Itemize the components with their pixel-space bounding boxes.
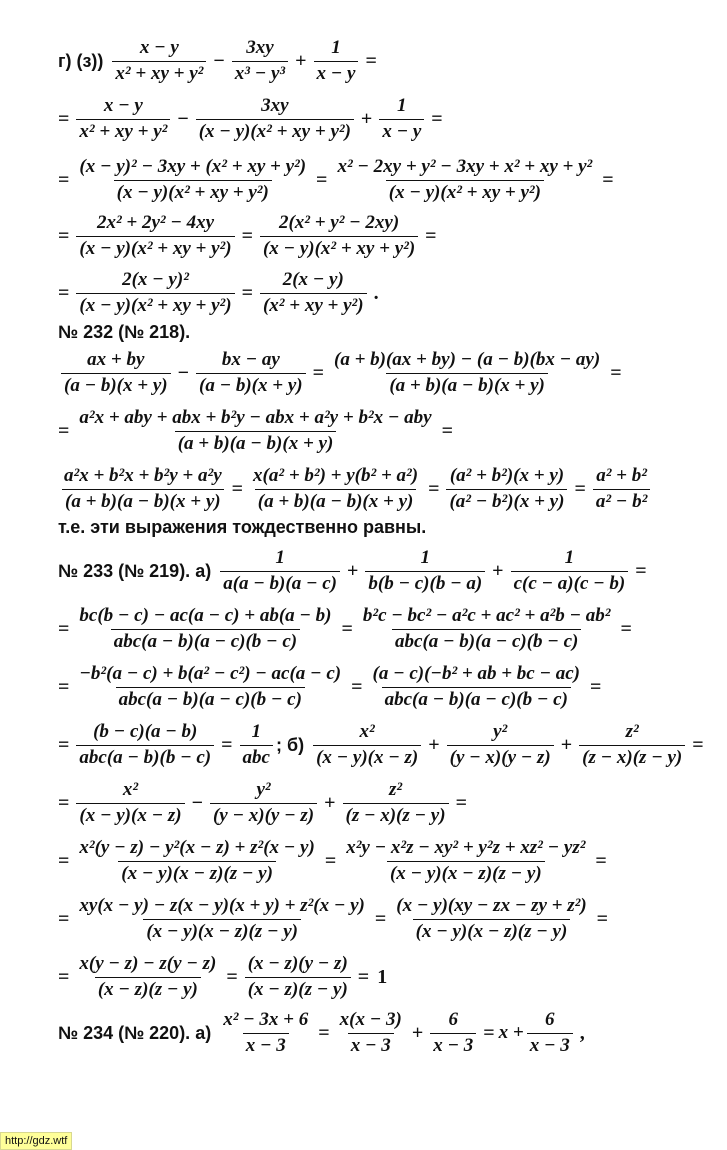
- math-operator: =: [425, 224, 437, 247]
- fraction: [260, 270, 367, 317]
- fraction: [250, 466, 421, 513]
- fraction: [240, 722, 273, 769]
- math-operator: =: [231, 477, 244, 500]
- fraction-numerator: y²: [256, 779, 271, 800]
- math-operator: =: [318, 1021, 330, 1044]
- math-operator: =: [221, 733, 233, 756]
- fraction: [196, 350, 306, 397]
- fraction-denominator: (x − y)(x² + xy + y²): [114, 180, 272, 204]
- math-operator: =: [428, 477, 440, 500]
- fraction: [245, 954, 351, 1001]
- fraction: [76, 780, 184, 827]
- fraction-denominator: x − 3: [430, 1033, 476, 1057]
- math-operator: +: [411, 1021, 424, 1044]
- fraction-numerator: 6: [544, 1009, 555, 1030]
- fraction: [76, 408, 434, 455]
- fraction: [61, 466, 225, 513]
- fraction-denominator: (a + b)(a − b)(x + y): [386, 373, 548, 397]
- math-operator: =: [58, 791, 70, 814]
- fraction-numerator: 1: [397, 95, 407, 116]
- fraction-denominator: (y − x)(y − z): [447, 745, 554, 769]
- math-operator: =: [312, 361, 324, 384]
- fraction: [76, 722, 214, 769]
- math-operator: +: [560, 733, 573, 756]
- fraction-denominator: b(b − c)(b − a): [365, 571, 485, 595]
- fraction-numerator: z²: [388, 779, 403, 800]
- math-operator: +: [324, 791, 336, 814]
- p233-line6: [0, 838, 727, 885]
- fraction: [314, 38, 359, 85]
- fraction-numerator: 1: [275, 547, 285, 568]
- fraction-numerator: bc(b − c) − ac(a − c) + ab(a − b): [79, 605, 332, 626]
- fraction-denominator: (x − y)(x² + xy + y²): [260, 236, 418, 260]
- fraction-numerator: (a + b)(ax + by) − (a − b)(bx − ay): [334, 349, 601, 370]
- math-operator: +: [428, 733, 440, 756]
- p231-line5: [0, 270, 727, 317]
- math-operator: =: [324, 849, 337, 872]
- p232-conclusion: [0, 517, 727, 538]
- fraction-denominator: (x − y)(x² + xy + y²): [386, 180, 544, 204]
- p233-line2: [0, 606, 727, 653]
- fraction-numerator: 2(x − y): [282, 269, 344, 290]
- p232-line1: [0, 350, 727, 397]
- fraction-numerator: x(x − 3): [339, 1009, 402, 1030]
- fraction-denominator: x³ − y³: [232, 61, 288, 85]
- p231-line1: [0, 38, 727, 85]
- fraction: [393, 896, 589, 943]
- fraction-denominator: (x² + xy + y²): [260, 293, 367, 317]
- math-operator: =: [241, 224, 253, 247]
- fraction-denominator: (y − x)(y − z): [210, 803, 317, 827]
- fraction: [313, 722, 421, 769]
- fraction-numerator: 3xy: [246, 37, 274, 58]
- fraction-denominator: abc(a − b)(a − c)(b − c): [116, 687, 305, 711]
- fraction-numerator: z²: [625, 721, 639, 742]
- fraction: [343, 780, 449, 827]
- math-operator: +: [360, 107, 373, 130]
- x-term: x +: [498, 1022, 524, 1044]
- fraction-denominator: (x − z)(z − y): [245, 977, 351, 1001]
- fraction: [370, 664, 584, 711]
- fraction: [511, 548, 629, 595]
- fraction-denominator: (x − y)(x² + xy + y²): [196, 119, 354, 143]
- fraction-denominator: c(c − a)(c − b): [511, 571, 629, 595]
- math-operator: +: [492, 559, 504, 582]
- math-operator: −: [191, 791, 203, 814]
- conclusion-text: т.е. эти выражения тождественно равны.: [58, 517, 427, 537]
- fraction: [76, 954, 219, 1001]
- p233-line8: [0, 954, 727, 1001]
- fraction-denominator: (z − x)(z − y): [343, 803, 449, 827]
- fraction: [260, 213, 418, 260]
- fraction-numerator: x² − 2xy + y² − 3xy + x² + xy + y²: [337, 156, 593, 177]
- fraction-numerator: a² + b²: [596, 465, 647, 486]
- fraction: [61, 350, 171, 397]
- fraction-numerator: 2x² + 2y² − 4xy: [96, 212, 215, 233]
- fraction-denominator: x − y: [379, 119, 424, 143]
- fraction-numerator: (a − c)(−b² + ab + bc − ac): [372, 663, 580, 684]
- math-operator: −: [177, 107, 189, 130]
- fraction-numerator: x(a² + b²) + y(b² + a²): [253, 465, 419, 486]
- fraction-numerator: 2(x² + y² − 2xy): [278, 212, 400, 233]
- fraction-numerator: x² − 3x + 6: [223, 1009, 309, 1030]
- p231-line2: [0, 96, 727, 143]
- math-operator: =: [574, 477, 586, 500]
- fraction-numerator: x²: [359, 721, 375, 742]
- fraction-numerator: (b − c)(a − b): [93, 721, 198, 742]
- fraction: [76, 213, 234, 260]
- fraction-denominator: x − 3: [527, 1033, 573, 1057]
- fraction-denominator: (x − y)(x − z)(z − y): [118, 861, 276, 885]
- math-operator: =: [58, 965, 70, 988]
- fraction-numerator: (a² + b²)(x + y): [449, 465, 565, 486]
- p231-line4: [0, 213, 727, 260]
- fraction: [334, 157, 595, 204]
- fraction-denominator: abc(a − b)(a − c)(b − c): [382, 687, 571, 711]
- p234-label: № 234 (№ 220). а): [58, 1022, 212, 1043]
- fraction: [579, 722, 685, 769]
- fraction: [76, 157, 309, 204]
- fraction-denominator: (z − x)(z − y): [579, 745, 685, 769]
- math-operator: =: [58, 907, 70, 930]
- fraction: [76, 664, 344, 711]
- fraction-denominator: abc: [240, 745, 273, 769]
- fraction: [430, 1010, 476, 1057]
- fraction-denominator: (a² − b²)(x + y): [446, 489, 567, 513]
- fraction: [331, 350, 603, 397]
- math-operator: =: [602, 168, 614, 191]
- math-operator: =: [58, 849, 70, 872]
- math-operator: =: [241, 281, 253, 304]
- p233-line3: [0, 664, 727, 711]
- p232-heading: [0, 322, 727, 343]
- math-operator: =: [365, 49, 377, 72]
- fraction: [446, 466, 567, 513]
- fraction-denominator: (x − y)(x − z)(z − y): [413, 919, 571, 943]
- fraction-numerator: (x − y)² − 3xy + (x² + xy + y²): [79, 156, 307, 177]
- fraction-numerator: y²: [493, 721, 508, 742]
- fraction-denominator: (a + b)(a − b)(x + y): [175, 431, 337, 455]
- p233-label: № 233 (№ 219). а): [58, 560, 212, 581]
- fraction-numerator: a²x + b²x + b²y + a²y: [64, 465, 222, 486]
- fraction-numerator: 1: [331, 37, 341, 58]
- math-operator: =: [58, 281, 70, 304]
- math-operator: =: [692, 733, 704, 756]
- fraction-denominator: (a + b)(a − b)(x + y): [255, 489, 417, 513]
- fraction-denominator: a² − b²: [593, 489, 650, 513]
- fraction-denominator: (a − b)(x + y): [196, 373, 306, 397]
- fraction: [76, 96, 170, 143]
- fraction-numerator: x²: [122, 779, 139, 800]
- fraction-denominator: x − y: [314, 61, 359, 85]
- fraction: [76, 838, 317, 885]
- fraction: [220, 1010, 311, 1057]
- fraction-denominator: (a − b)(x + y): [61, 373, 171, 397]
- math-operator: =: [620, 617, 632, 640]
- fraction-numerator: (x − z)(y − z): [247, 953, 348, 974]
- math-operator: ,: [579, 1021, 585, 1044]
- fraction-denominator: (x − z)(z − y): [95, 977, 201, 1001]
- fraction-numerator: 1: [251, 721, 261, 742]
- fraction-numerator: 2(x − y)²: [122, 269, 189, 290]
- math-operator: =: [431, 107, 443, 130]
- math-operator: =: [374, 907, 387, 930]
- fraction-denominator: (x − y)(x − z)(z − y): [143, 919, 301, 943]
- fraction-denominator: abc(a − b)(a − c)(b − c): [392, 629, 581, 653]
- fraction-numerator: ax + by: [87, 349, 145, 370]
- fraction-numerator: xy(x − y) − z(x − y)(x + y) + z²(x − y): [79, 895, 365, 916]
- math-operator: =: [341, 617, 353, 640]
- math-operator: =: [590, 675, 602, 698]
- source-url-link[interactable]: [0, 1132, 72, 1150]
- p232-line3: [0, 466, 727, 513]
- fraction: [196, 96, 354, 143]
- math-operator: +: [346, 559, 359, 582]
- fraction-numerator: 3xy: [261, 95, 289, 116]
- fraction-denominator: x² + xy + y²: [112, 61, 206, 85]
- fraction-denominator: x − 3: [243, 1033, 289, 1057]
- math-operator: =: [351, 675, 363, 698]
- p232-line2: [0, 408, 727, 455]
- fraction-denominator: x − 3: [348, 1033, 394, 1057]
- math-operator: =: [357, 965, 370, 988]
- math-operator: −: [213, 49, 225, 72]
- p233-line5: [0, 780, 727, 827]
- footer-url[interactable]: http://gdz.wtf: [5, 1135, 68, 1147]
- math-operator: .: [373, 281, 379, 304]
- math-operator: =: [441, 419, 453, 442]
- fraction-numerator: (x − y)(xy − zx − zy + z²): [396, 895, 587, 916]
- fraction: [365, 548, 485, 595]
- fraction-denominator: (x − y)(x² + xy + y²): [76, 293, 234, 317]
- math-operator: =: [58, 419, 70, 442]
- p233-line4: [0, 722, 727, 769]
- fraction: [220, 548, 340, 595]
- math-operator: =: [58, 675, 70, 698]
- fraction: [593, 466, 650, 513]
- math-operator: +: [295, 49, 307, 72]
- fraction-numerator: 1: [420, 547, 431, 568]
- fraction-numerator: x²(y − z) − y²(x − z) + z²(x − y): [79, 837, 315, 858]
- math-operator: =: [316, 168, 328, 191]
- fraction-numerator: x(y − z) − z(y − z): [79, 953, 217, 974]
- fraction-denominator: abc(a − b)(b − c): [76, 745, 214, 769]
- math-operator: =: [610, 361, 622, 384]
- p234-line1: [0, 1010, 727, 1057]
- fraction-numerator: x − y: [139, 37, 179, 58]
- fraction: [527, 1010, 573, 1057]
- fraction: [76, 606, 334, 653]
- p233-line1: [0, 548, 727, 595]
- fraction-denominator: x² + xy + y²: [76, 119, 170, 143]
- math-operator: =: [595, 849, 607, 872]
- fraction: [360, 606, 614, 653]
- fraction-denominator: a(a − b)(a − c): [220, 571, 340, 595]
- fraction-numerator: b²c − bc² − a²c + ac² + a²b − ab²: [362, 605, 611, 626]
- result-value: 1: [377, 965, 388, 988]
- fraction-denominator: (x − y)(x − z)(z − y): [387, 861, 545, 885]
- fraction: [112, 38, 206, 85]
- math-operator: −: [177, 361, 189, 384]
- math-operator: =: [596, 907, 609, 930]
- fraction-denominator: (x − y)(x − z): [76, 803, 184, 827]
- fraction-numerator: 6: [448, 1009, 458, 1030]
- fraction-numerator: bx − ay: [221, 349, 280, 370]
- math-operator: =: [226, 965, 238, 988]
- fraction-numerator: x²y − x²z − xy² + y²z + xz² − yz²: [346, 837, 586, 858]
- p231-line3: [0, 157, 727, 204]
- math-operator: =: [635, 559, 647, 582]
- p231-label: г) (з)): [58, 50, 104, 71]
- fraction-denominator: (x − y)(x − z): [313, 745, 421, 769]
- fraction: [447, 722, 554, 769]
- fraction: [210, 780, 317, 827]
- fraction-denominator: (x − y)(x² + xy + y²): [76, 236, 234, 260]
- fraction: [379, 96, 424, 143]
- fraction-numerator: a²x + aby + abx + b²y − abx + a²y + b²x − aby: [79, 407, 432, 428]
- math-operator: =: [58, 617, 70, 640]
- math-operator: =: [483, 1021, 495, 1044]
- fraction: [337, 1010, 405, 1057]
- fraction: [343, 838, 588, 885]
- fraction: [76, 270, 234, 317]
- part-b-label: ; б): [275, 734, 305, 755]
- p232-label: № 232 (№ 218).: [58, 322, 191, 342]
- math-operator: =: [58, 733, 70, 756]
- math-operator: =: [58, 168, 70, 191]
- math-operator: =: [455, 791, 467, 814]
- fraction: [76, 896, 367, 943]
- fraction-numerator: 1: [564, 547, 575, 568]
- fraction-denominator: abc(a − b)(a − c)(b − c): [111, 629, 300, 653]
- p233-line7: [0, 896, 727, 943]
- fraction-denominator: (a + b)(a − b)(x + y): [62, 489, 224, 513]
- math-operator: =: [58, 107, 70, 130]
- fraction-numerator: −b²(a − c) + b(a² − c²) − ac(a − c): [79, 663, 342, 684]
- fraction: [232, 38, 288, 85]
- math-operator: =: [58, 224, 70, 247]
- fraction-numerator: x − y: [103, 95, 143, 116]
